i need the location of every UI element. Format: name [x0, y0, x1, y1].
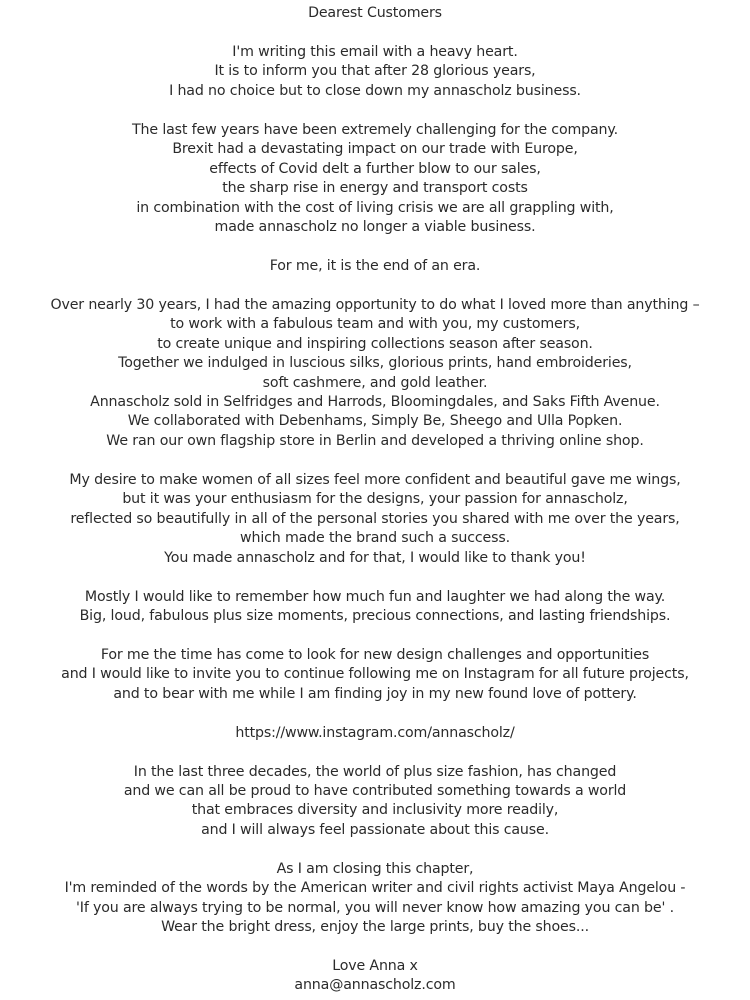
letter-line: The last few years have been extremely challenging for the company. [132, 121, 618, 138]
letter-line: but it was your enthusiasm for the designs, your passion for annascholz, [122, 491, 628, 508]
letter-line: and to bear with me while I am finding joy in my new found love of pottery. [113, 685, 637, 702]
letter-line: I'm writing this email with a heavy heart. [232, 43, 518, 60]
paragraph-gap [0, 840, 750, 859]
letter-line: For me, it is the end of an era. [269, 257, 481, 274]
paragraph-gap [0, 743, 750, 762]
letter-line: the sharp rise in energy and transport costs [222, 180, 528, 197]
letter-line: and we can all be proud to have contributed something towards a world [123, 782, 627, 799]
letter-line: reflected so beautifully in all of the personal stories you shared with me over the years, [70, 510, 680, 527]
letter-signoff: Love Anna x [332, 958, 418, 975]
letter-line: I had no choice but to close down my annascholz business. [169, 82, 581, 99]
paragraph-gap [0, 451, 750, 470]
letter-line: and I will always feel passionate about this cause. [201, 821, 549, 838]
letter-line: I'm reminded of the words by the American writer and civil rights activist Maya Angelou - [64, 880, 686, 897]
paragraph-gap [0, 626, 750, 645]
letter-line: It is to inform you that after 28 glorious years, [214, 63, 536, 80]
letter-line: made annascholz no longer a viable business. [214, 218, 536, 235]
letter-line: Mostly I would like to remember how much fun and laughter we had along the way. [84, 588, 666, 605]
letter-line: You made annascholz and for that, I would like to thank you! [164, 549, 586, 566]
letter-line: effects of Covid delt a further blow to our sales, [209, 160, 541, 177]
letter-line: We collaborated with Debenhams, Simply Be, Sheego and Ulla Popken. [127, 413, 623, 430]
letter-line: Brexit had a devastating impact on our trade with Europe, [172, 141, 578, 158]
letter-line: which made the brand such a success. [240, 530, 510, 547]
letter-salutation: Dearest Customers [308, 5, 442, 21]
paragraph-gap [0, 704, 750, 723]
letter-line: For me the time has come to look for new design challenges and opportunities [100, 646, 650, 663]
letter-line: Big, loud, fabulous plus size moments, precious connections, and lasting friendships. [79, 607, 671, 624]
letter-line: to create unique and inspiring collections season after season. [157, 335, 593, 352]
letter-body [0, 4, 750, 996]
instagram-link[interactable]: https://www.instagram.com/annascholz/ [235, 724, 515, 741]
letter-line: soft cashmere, and gold leather. [262, 374, 488, 391]
letter-line: As I am closing this chapter, [276, 860, 474, 877]
letter-line: Wear the bright dress, enjoy the large prints, buy the shoes... [161, 919, 589, 936]
paragraph-gap [0, 23, 750, 42]
letter-line: Over nearly 30 years, I had the amazing opportunity to do what I loved more than anything – [50, 296, 700, 313]
letter-line: In the last three decades, the world of plus size fashion, has changed [133, 763, 617, 780]
letter-line: My desire to make women of all sizes feel more confident and beautiful gave me wings, [69, 471, 681, 488]
letter-line: Annascholz sold in Selfridges and Harrods, Bloomingdales, and Saks Fifth Avenue. [90, 394, 660, 410]
email-address[interactable]: anna@annascholz.com [294, 977, 456, 994]
letter-line: 'If you are always trying to be normal, you will never know how amazing you can be' . [76, 899, 674, 916]
letter-line: that embraces diversity and inclusivity more readily, [191, 802, 559, 819]
letter-line: in combination with the cost of living crisis we are all grappling with, [136, 199, 614, 216]
paragraph-gap [0, 938, 750, 957]
paragraph-gap [0, 568, 750, 587]
paragraph-gap [0, 237, 750, 256]
letter-line: Together we indulged in luscious silks, glorious prints, hand embroideries, [118, 355, 632, 372]
paragraph-gap [0, 276, 750, 295]
letter-line: We ran our own flagship store in Berlin and developed a thriving online shop. [106, 432, 644, 449]
letter-line: and I would like to invite you to continue following me on Instagram for all future projects, [61, 666, 689, 683]
paragraph-gap [0, 101, 750, 120]
letter-line: to work with a fabulous team and with you, my customers, [170, 316, 580, 333]
